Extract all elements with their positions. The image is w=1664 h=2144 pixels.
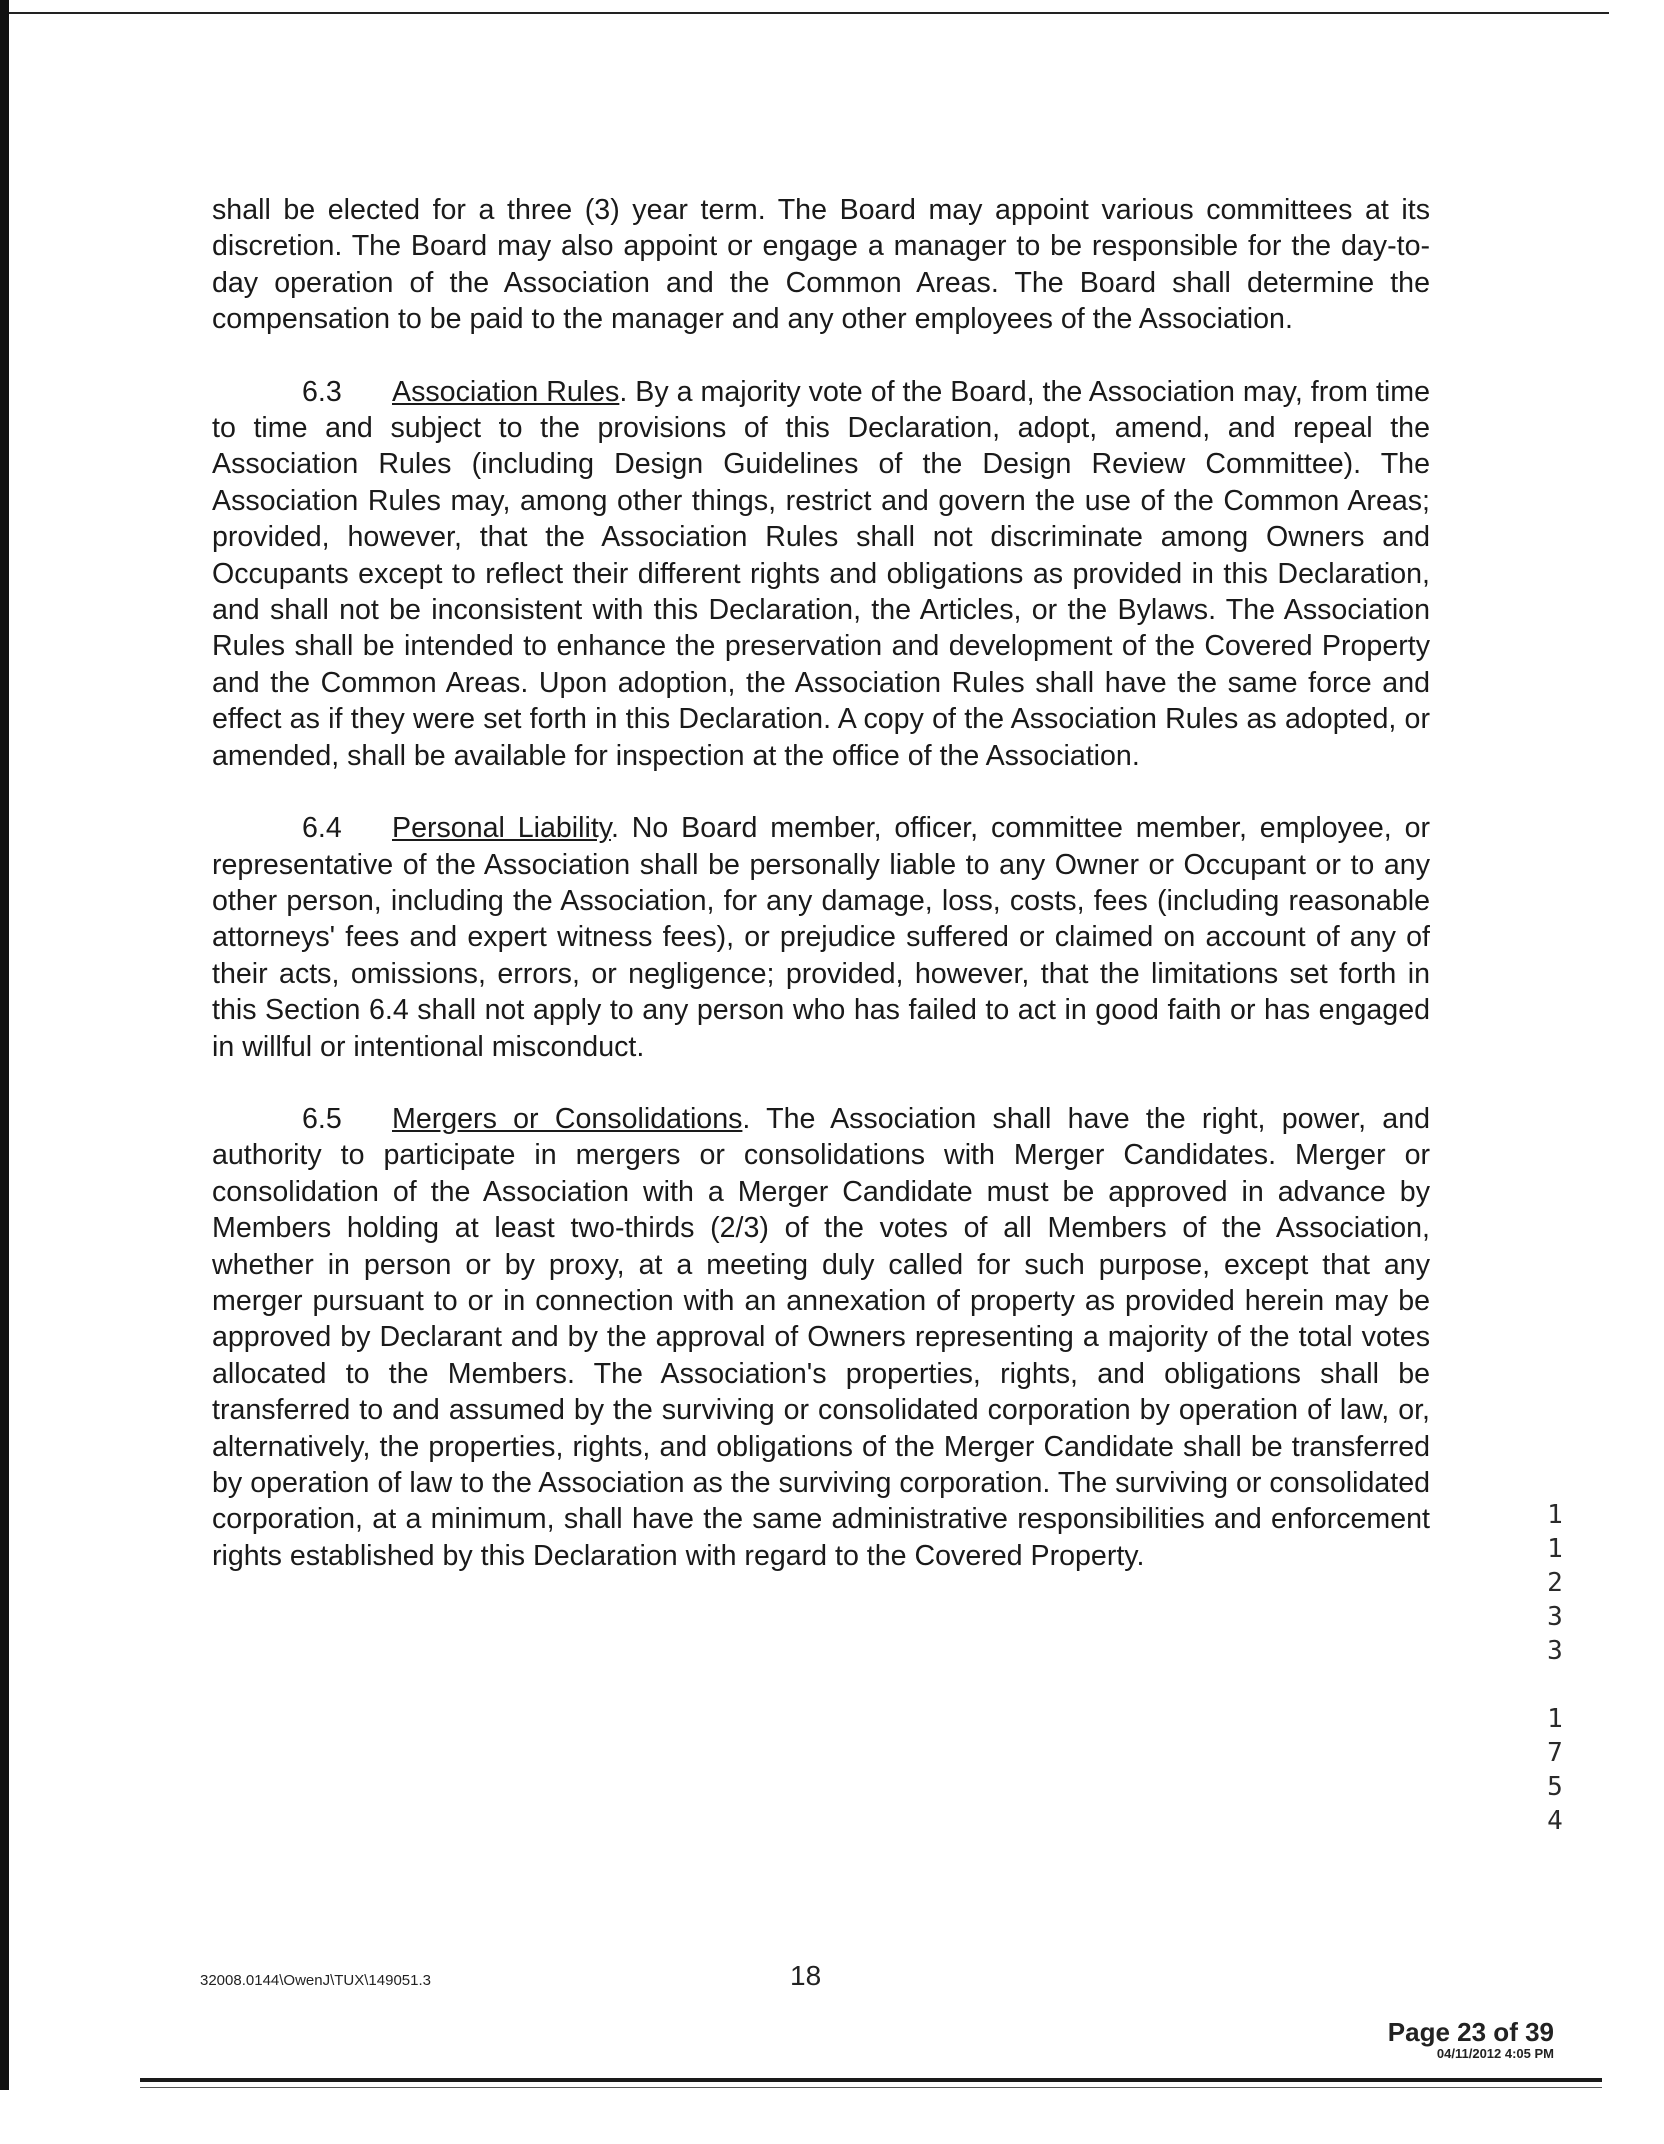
section-heading: Mergers or Consolidations bbox=[392, 1102, 743, 1135]
section-number: 6.5 bbox=[302, 1102, 342, 1135]
page-number: 18 bbox=[790, 1960, 822, 1991]
section-heading: Association Rules bbox=[392, 375, 620, 408]
page-timestamp: 04/11/2012 4:05 PM bbox=[1436, 2046, 1554, 2061]
page-counter bbox=[1388, 2018, 1554, 2062]
section-text: . No Board member, officer, committee member, employee, or representative of the Association shall be personally liable to any Owner or Occupant or to any other person, including the Association, for any damage, loss, costs, fees (including reasonable attorneys' fees and expert witness fees), or prejudice suffered or claimed on account of any of their acts, omissions, errors, or negligence; provided, however, that the limitations set forth in this Section 6.4 shall not apply to any person who has failed to act in good faith or has engaged in willful or intentional misconduct. bbox=[212, 812, 1430, 1063]
stamp-digit: 4 bbox=[1547, 1806, 1563, 1836]
stamp-digit: 5 bbox=[1547, 1772, 1563, 1802]
stamp-digit: 3 bbox=[1547, 1602, 1563, 1632]
stamp-digit: 1 bbox=[1547, 1704, 1563, 1734]
bottom-rule-thin bbox=[140, 2087, 1602, 2088]
document-id: 32008.0144\OwenJ\TUX\149051.3 bbox=[200, 1972, 431, 1989]
scan-edge-bar bbox=[0, 0, 9, 2090]
recording-number-stamp bbox=[1540, 1498, 1570, 1838]
stamp-gap bbox=[1540, 1668, 1570, 1702]
stamp-digit: 2 bbox=[1547, 1568, 1563, 1598]
continuation-paragraph: shall be elected for a three (3) year term. The Board may appoint various committees at its discretion. The Board may also appoint or engage a manager to be responsible for the day-to-day operation of the Association and the Common Areas. The Board shall determine the compensation to be paid to the manager and any other employees of the Association. bbox=[212, 194, 1430, 336]
section-6-5 bbox=[212, 1101, 1430, 1574]
section-number: 6.4 bbox=[302, 812, 342, 845]
section-heading: Personal Liability bbox=[392, 812, 611, 845]
stamp-digit: 1 bbox=[1547, 1500, 1563, 1530]
section-number: 6.3 bbox=[302, 375, 342, 408]
section-text: . By a majority vote of the Board, the Association may, from time to time and subject to the provisions of this Declaration, adopt, amend, and repeal the Association Rules (including Design Guidelines of the Design Review Committee). The Association Rules may, among other things, restrict and govern the use of the Common Areas; provided, however, that the Association Rules shall not discriminate among Owners and Occupants except to reflect their different rights and obligations as provided in this Declaration, and shall not be inconsistent with this Declaration, the Articles, or the Bylaws. The Association Rules shall be intended to enhance the preservation and development of the Covered Property and the Common Areas. Upon adoption, the Association Rules shall have the same force and effect as if they were set forth in this Declaration. A copy of the Association Rules as adopted, or amended, shall be available for inspection at the office of the Association. bbox=[212, 375, 1430, 772]
top-rule bbox=[9, 12, 1609, 14]
stamp-digit: 3 bbox=[1547, 1636, 1563, 1666]
document-body bbox=[212, 192, 1430, 1610]
page-counter-label: Page 23 of 39 bbox=[1387, 2017, 1554, 2047]
section-6-4 bbox=[212, 810, 1430, 1065]
stamp-digit: 1 bbox=[1547, 1534, 1563, 1564]
bottom-rule bbox=[140, 2078, 1602, 2082]
stamp-digit: 7 bbox=[1547, 1738, 1563, 1768]
section-6-3 bbox=[212, 374, 1430, 774]
section-text: . The Association shall have the right, power, and authority to participate in mergers or consolidations with Merger Candidates. Merger or consolidation of the Association with a Merger Candidate must be approved in advance by Members holding at least two-thirds (2/3) of the votes of all Members of the Association, whether in person or by proxy, at a meeting duly called for such purpose, except that any merger pursuant to or in connection with an annexation of property as provided herein may be approved by Declarant and by the approval of Owners representing a majority of the total votes allocated to the Members. The Association's properties, rights, and obligations shall be transferred to and assumed by the surviving or consolidated corporation by operation of law, or, alternatively, the properties, rights, and obligations of the Merger Candidate shall be transferred by operation of law to the Association as the surviving corporation. The surviving or consolidated corporation, at a minimum, shall have the same administrative responsibilities and enforcement rights established by this Declaration with regard to the Covered Property. bbox=[212, 1102, 1430, 1572]
